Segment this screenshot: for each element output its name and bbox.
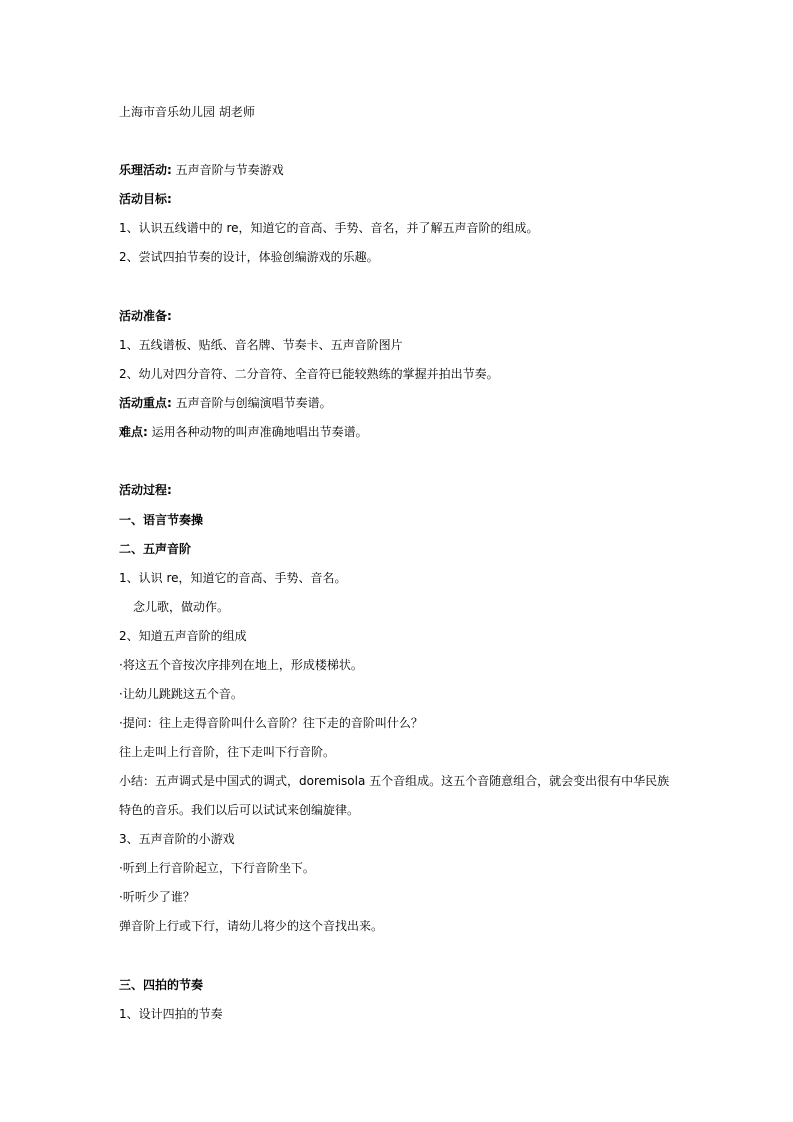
process-heading: 活动过程: xyxy=(119,483,172,497)
key-point-label: 活动重点: xyxy=(119,396,172,410)
section2-line: ·让幼儿跳跳这五个音。 xyxy=(119,687,243,701)
section2-line: ·听听少了谁？ xyxy=(119,890,195,904)
section2-line: ·提问：往上走得音阶叫什么音阶？往下走的音阶叫什么？ xyxy=(119,716,423,730)
section2-line: 特色的音乐。我们以后可以试试来创编旋律。 xyxy=(119,803,360,817)
difficulty-label: 难点: xyxy=(119,425,148,439)
section2-line: 3、五声音阶的小游戏 xyxy=(119,832,235,846)
preparation-heading: 活动准备: xyxy=(119,309,172,323)
section-heading-1: 一、语言节奏操 xyxy=(119,513,204,527)
section2-line: ·听到上行音阶起立，下行音阶坐下。 xyxy=(119,861,315,875)
key-point-value: 五声音阶与创编演唱节奏谱。 xyxy=(171,396,332,410)
preparation-item-1: 1、五线谱板、贴纸、音名牌、节奏卡、五声音阶图片 xyxy=(119,338,403,352)
difficulty-value: 运用各种动物的叫声准确地唱出节奏谱。 xyxy=(147,425,368,439)
goal-item-2: 2、尝试四拍节奏的设计，体验创编游戏的乐趣。 xyxy=(119,250,379,264)
goals-heading: 活动目标: xyxy=(119,192,172,206)
activity-title-value: 五声音阶与节奏游戏 xyxy=(171,163,284,177)
section2-line: 小结：五声调式是中国式的调式，doremisola 五个音组成。这五个音随意组合，就会变出很有中华民族 xyxy=(119,774,670,788)
section2-line: ·将这五个音按次序排列在地上，形成楼梯状。 xyxy=(119,658,363,672)
preparation-item-2: 2、幼儿对四分音符、二分音符、全音符已能较熟练的掌握并拍出节奏。 xyxy=(119,367,499,381)
school-teacher-line: 上海市音乐幼儿园 胡老师 xyxy=(119,105,255,119)
section2-line: 往上走叫上行音阶，往下走叫下行音阶。 xyxy=(119,745,336,759)
section2-line: 念儿歌，做动作。 xyxy=(133,600,230,614)
section2-line: 弹音阶上行或下行，请幼儿将少的这个音找出来。 xyxy=(119,919,384,933)
activity-title-line xyxy=(119,162,284,178)
section2-line: 1、认识 re，知道它的音高、手势、音名。 xyxy=(119,571,347,585)
key-point-line xyxy=(119,395,332,411)
section-heading-2: 二、五声音阶 xyxy=(119,542,192,556)
section2-line: 2、知道五声音阶的组成 xyxy=(119,629,247,643)
difficulty-line xyxy=(119,424,368,440)
goal-item-1: 1、认识五线谱中的 re，知道它的音高、手势、音名，并了解五声音阶的组成。 xyxy=(119,221,539,235)
section-heading-3: 三、四拍的节奏 xyxy=(119,978,204,992)
activity-title-label: 乐理活动: xyxy=(119,163,172,177)
section3-line: 1、设计四拍的节奏 xyxy=(119,1007,223,1021)
